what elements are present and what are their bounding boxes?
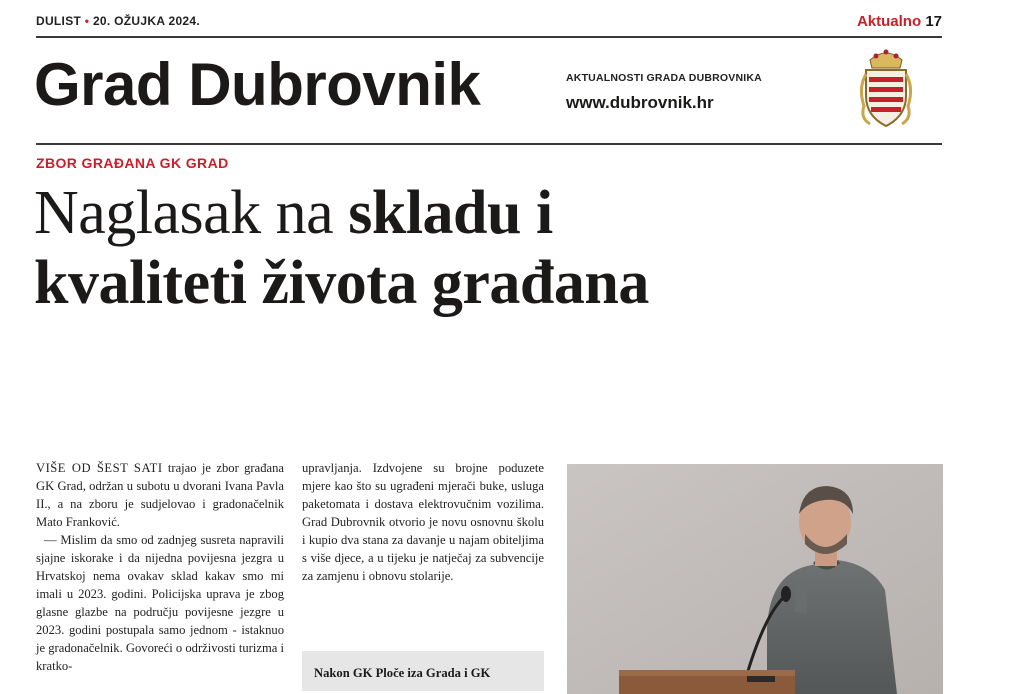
article-kicker: ZBOR GRAĐANA GK GRAD <box>36 155 229 171</box>
headline-bold-2: kvaliteti života građana <box>34 249 649 317</box>
page-number: 17 <box>925 13 942 30</box>
lead-in: VIŠE OD ŠEST SATI <box>36 461 163 475</box>
masthead-tagline: AKTUALNOSTI GRADA DUBROVNIKA <box>566 72 762 84</box>
paragraph-1 <box>36 459 284 531</box>
paragraph-3: upravljanja. Izdvojene su brojne poduzete mjere kao što su ugrađeni mjerači buke, usluga paketomata i dostava elektrovučnim vozilima. Grad Dubrovnik otvorio je novu osnovnu školu i kupio dva stana za davanje u najam obiteljima s više djece, a u tijeku je natječaj za subvencije za zamjenu i obnovu stolarije. <box>302 461 544 583</box>
issue-date: 20. OŽUJKA 2024. <box>92 14 201 28</box>
top-rule <box>36 36 942 38</box>
section-name: Aktualno <box>856 13 922 30</box>
section-info <box>857 13 942 30</box>
pull-box-text: Nakon GK Ploče iza Grada i GK <box>314 666 491 680</box>
article-headline <box>34 178 974 318</box>
article-column-1 <box>36 459 284 675</box>
separator-dot: • <box>84 14 90 28</box>
paragraph-2: — Mislim da smo od zadnjeg susreta napravili sjajne iskorake i da nijedna povijesna jezgra u Hrvatskoj nema ovakav sklad kakav smo mi imali u 2023. godini. Policijska uprava je zbog glasne glazbe na području povijesne jezgre u 2023. godini postupala samo jednom - istaknuo je gradonačelnik. Govoreći o održivosti turizma i kratko- <box>36 533 284 673</box>
masthead-title: Grad Dubrovnik <box>34 51 481 118</box>
pull-box <box>302 651 544 691</box>
headline-regular: Naglasak na <box>34 179 349 247</box>
masthead-rule <box>36 143 942 145</box>
article-column-2 <box>302 459 544 585</box>
publication-name: DULIST <box>36 14 82 28</box>
masthead-url: www.dubrovnik.hr <box>566 93 714 112</box>
headline-bold-1: skladu i <box>348 179 553 247</box>
paragraph-1-text: trajao je zbor građana GK Grad, održan u subotu u dvorani Ivana Pavla II., a na zboru je sudjelovao i gradonačelnik Mato Franković. <box>36 461 284 529</box>
issue-info <box>36 14 200 28</box>
city-crest-icon <box>856 44 916 134</box>
article-photo <box>567 464 943 694</box>
